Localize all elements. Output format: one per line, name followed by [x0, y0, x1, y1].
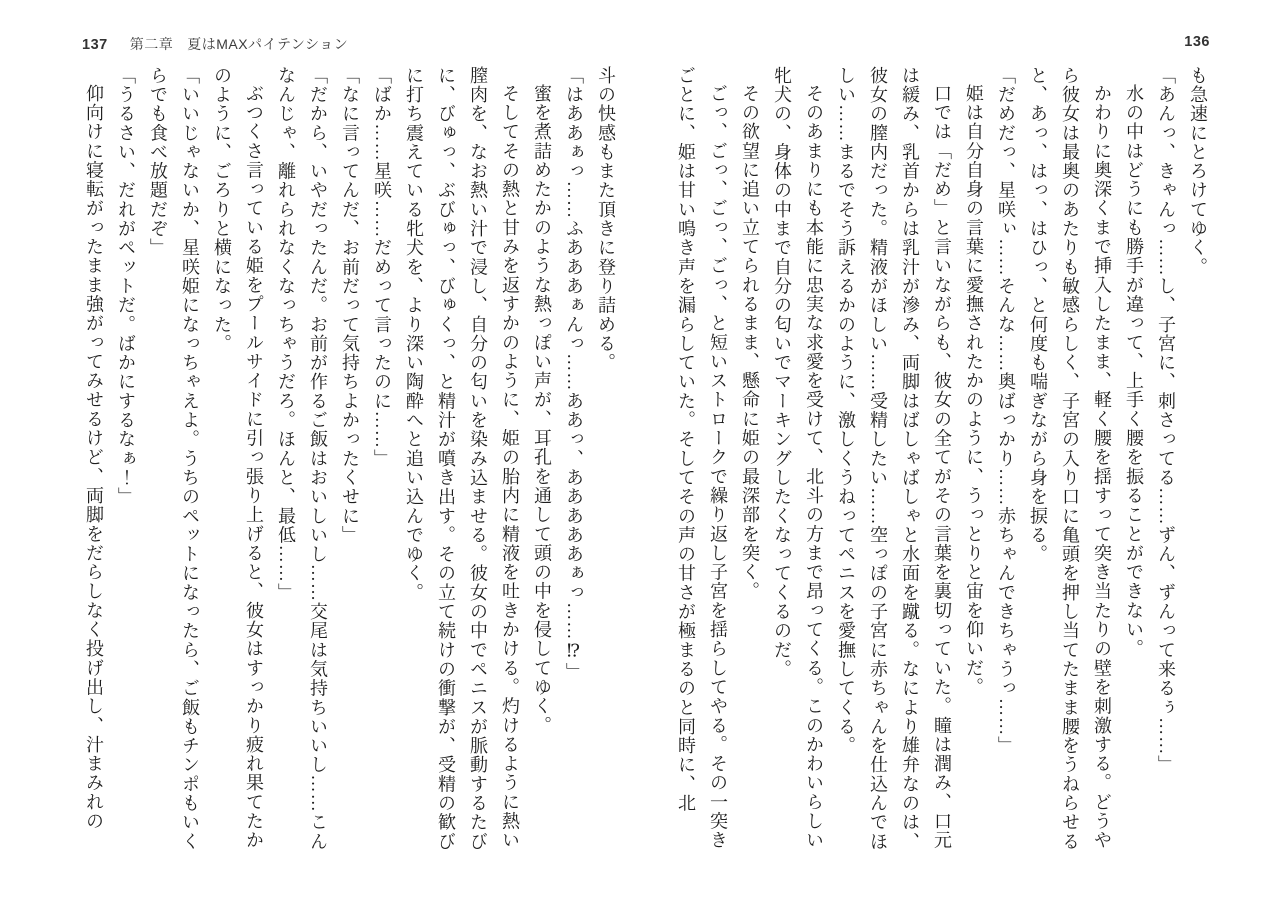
paragraph: 斗の快感もまた頂きに登り詰める。 — [596, 66, 616, 373]
page-number-right: 136 — [1184, 34, 1210, 50]
paragraph: 「だから、いやだったんだ。お前が作るご飯はおいしいし……交尾は気持ちいいし……こんなんじゃ、離れられなくなっちゃうだろ。ほんと、最低……」 — [276, 66, 328, 852]
paragraph: 「あんっ、きゃんっ……し、子宮に、刺さってる……ずん、ずんって来るぅ……」 — [1156, 66, 1176, 775]
page-137-text — [74, 66, 622, 864]
paragraph: 蜜を煮詰めたかのような熱っぽい声が、耳孔を通して頭の中を侵してゆく。 — [532, 84, 552, 736]
paragraph: 姫は自分自身の言葉に愛撫されたかのように、うっとりと宙を仰いだ。 — [964, 84, 984, 697]
page-136-text — [666, 66, 1214, 864]
paragraph: その欲望に追い立てられるまま、懸命に姫の最深部を突く。 — [740, 84, 760, 602]
paragraph: ごっ、ごっ、ごっ、ごっ、と短いストロークで繰り返し子宮を揺らしてやる。その一突きごとに、姫は甘い鳴き声を漏らしていた。そしてその声の甘さが極まるのと同時に、北 — [676, 66, 728, 850]
chapter-title: 夏はMAXパイテンション — [187, 36, 349, 52]
paragraph: 「いいじゃないか、星咲姫になっちゃえよ。うちのペットになったら、ご飯もチンポもいくらでも食べ放題だぞ」 — [148, 66, 200, 852]
paragraph: ぶつくさ言っている姫をプールサイドに引っ張り上げると、彼女はすっかり疲れ果てたかのように、ごろりと横になった。 — [212, 66, 264, 850]
running-head-right — [1184, 34, 1210, 50]
chapter-label: 第二章 — [129, 36, 174, 52]
paragraph: 「うるさい、だれがペットだ。ばかにするなぁ！」 — [116, 66, 136, 507]
paragraph: 「はああぁっ……ふあああぁんっ……ああっ、あああああぁっ……⁉」 — [564, 66, 584, 682]
paragraph: 水の中はどうにも勝手が違って、上手く腰を振ることができない。 — [1124, 84, 1144, 659]
running-head-left — [82, 34, 348, 54]
paragraph: 「だめだっ、星咲ぃ……そんな……奥ばっかり……赤ちゃんできちゃうっ……」 — [996, 66, 1016, 756]
paragraph: 口では「だめ」と言いながらも、彼女の全てがその言葉を裏切っていた。瞳は潤み、口元は緩み、乳首からは乳汁が滲み、両脚はばしゃばしゃと水面を蹴る。なにより雄弁なのは、彼女の膣内だった。精液がほしい……受精したい……空っぽの子宮に赤ちゃんを仕込んでほしい……まるでそう訴えるかのように、激しくうねってペニスを愛撫してくる。 — [836, 66, 952, 852]
page-number-left: 137 — [82, 37, 108, 53]
paragraph: 仰向けに寝転がったまま強がってみせるけど、両脚をだらしなく投げ出し、汁まみれの — [84, 84, 104, 831]
paragraph: そのあまりにも本能に忠実な求愛を受けて、北斗の方まで昂ってくる。このかわいらしい牝犬の、身体の中まで自分の匂いでマーキングしたくなってくるのだ。 — [772, 66, 824, 850]
paragraph: 「ばか……星咲……だめって言ったのに……」 — [372, 66, 392, 469]
paragraph: も急速にとろけてゆく。 — [1188, 66, 1208, 277]
paragraph: かわりに奥深くまで挿入したまま、軽く腰を揺すって突き当たりの壁を刺激する。どうやら彼女は最奥のあたりも敏感らしく、子宮の入り口に亀頭を押し当てたまま腰をうねらせると、あっ、はっ、はひっ、と何度も喘ぎながら身を捩る。 — [1028, 66, 1112, 852]
paragraph: そしてその熱と甘みを返すかのように、姫の胎内に精液を吐きかける。灼けるように熱い膣肉を、なお熱い汁で浸し、自分の匂いを染み込ませる。彼女の中でペニスが脈動するたびに、びゅっ、ぶびゅっ、びゅくっ、と精汁が噴き出す。その立て続けの衝撃が、受精の歓びに打ち震えている牝犬を、より深い陶酔へと追い込んでゆく。 — [404, 66, 520, 852]
paragraph: 「なに言ってんだ、お前だって気持ちよかったくせに」 — [340, 66, 360, 545]
